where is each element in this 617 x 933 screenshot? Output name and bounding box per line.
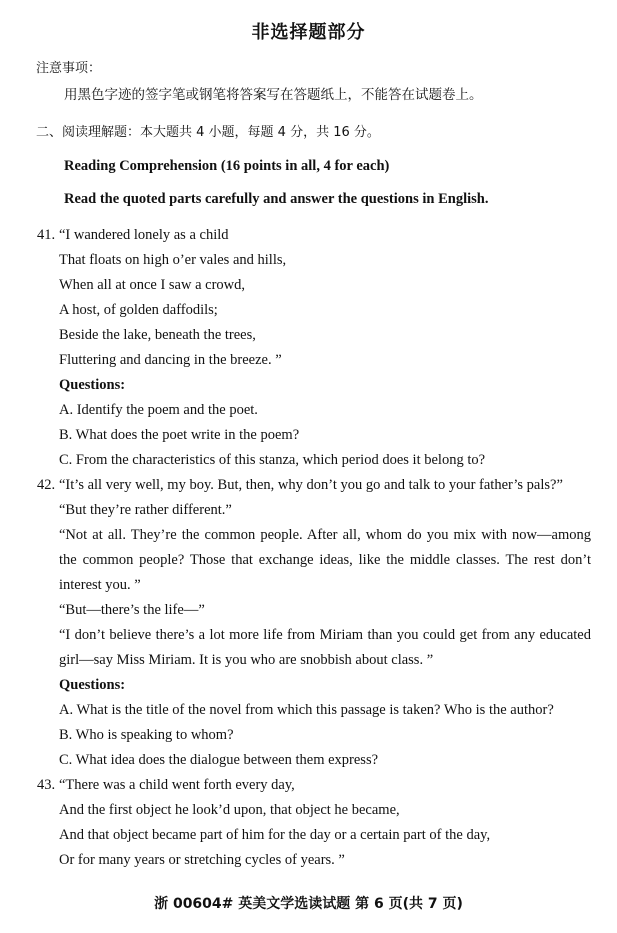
q42-line: “But—there’s the life—” [59, 602, 205, 618]
section-heading: 二、阅读理解题：本大题共 4 小题，每题 4 分，共 16 分。 [36, 125, 380, 140]
q41-line: That floats on high o’er vales and hills, [59, 252, 287, 268]
q41-question-a: A. Identify the poem and the poet. [59, 402, 258, 418]
section-subtitle: Reading Comprehension (16 points in all, 4 for each) [64, 158, 390, 174]
q42-question-a: A. What is the title of the novel from which this passage is taken? Who is the author? [59, 702, 554, 718]
q42-question-c: C. What idea does the dialogue between them express? [59, 752, 379, 768]
notice-body: 用黑色字迹的签字笔或钢笔将答案写在答题纸上，不能答在试题卷上。 [64, 87, 483, 103]
notice-heading: 注意事项： [36, 61, 102, 76]
q43-line: Or for many years or stretching cycles of years. ” [59, 852, 345, 868]
q41-line: A host, of golden daffodils; [59, 302, 218, 318]
q41-questions-label: Questions: [59, 377, 126, 393]
q41-line: When all at once I saw a crowd, [59, 277, 246, 293]
q42-question-b: B. Who is speaking to whom? [59, 727, 234, 743]
q41-question-b: B. What does the poet write in the poem? [59, 427, 300, 443]
q41-line: Beside the lake, beneath the trees, [59, 327, 256, 343]
q42-line: interest you. ” [59, 577, 141, 593]
question-43-number: 43. [37, 777, 56, 793]
q42-line: girl—say Miss Miriam. It is you who are snobbish about class. ” [59, 652, 434, 668]
q42-line: “Not at all. They’re the common people. After all, whom do you mix with now—among [59, 527, 591, 543]
q43-line: And that object became part of him for the day or a certain part of the day, [59, 827, 491, 843]
q42-line: “But they’re rather different.” [59, 502, 232, 518]
question-41-number: 41. [37, 227, 56, 243]
page-title: 非选择题部分 [251, 22, 366, 43]
q42-questions-label: Questions: [59, 677, 126, 693]
q42-line: the common people? Those that exchange ideas, like the middle classes. The rest don’t [59, 552, 591, 568]
q41-line: Fluttering and dancing in the breeze. ” [59, 352, 282, 368]
page-footer: 浙 00604# 英美文学选读试题 第 6 页(共 7 页) [154, 896, 463, 912]
question-42-number: 42. [37, 477, 56, 493]
q41-line: “I wandered lonely as a child [59, 227, 229, 243]
q43-line: “There was a child went forth every day, [59, 777, 295, 793]
q42-line: “It’s all very well, my boy. But, then, why don’t you go and talk to your father’s pals?” [59, 477, 563, 493]
q42-line: “I don’t believe there’s a lot more life from Miriam than you could get from any educated [59, 627, 591, 643]
q41-question-c: C. From the characteristics of this stanza, which period does it belong to? [59, 452, 486, 468]
section-instruction: Read the quoted parts carefully and answer the questions in English. [64, 191, 489, 207]
q43-line: And the first object he look’d upon, that object he became, [59, 802, 400, 818]
